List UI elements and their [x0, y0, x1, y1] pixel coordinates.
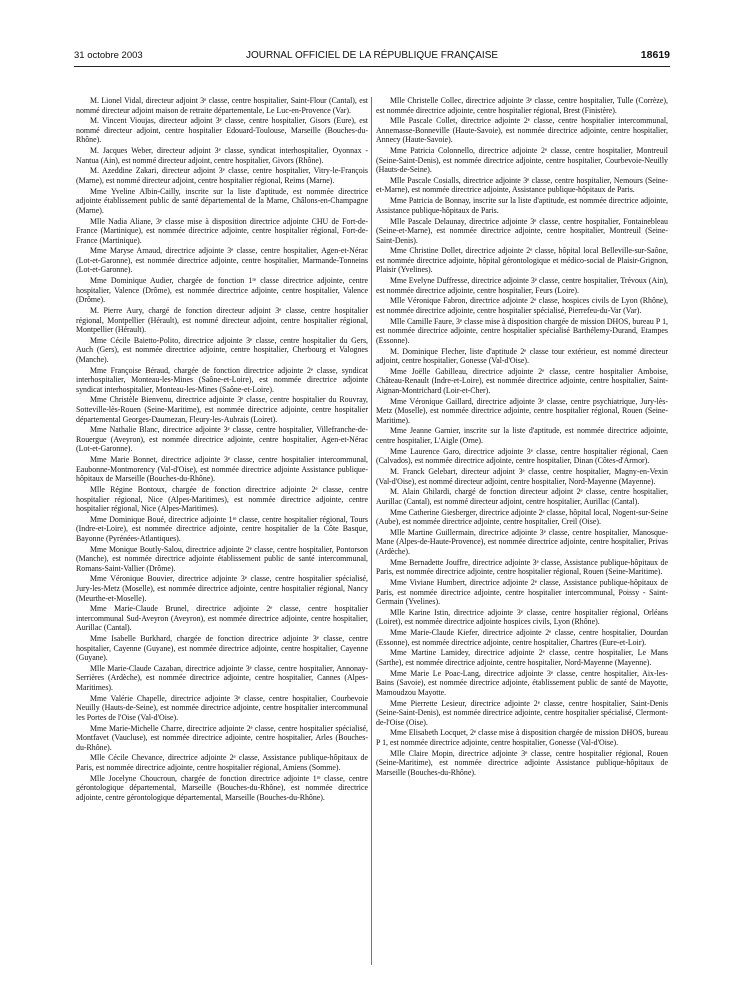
left-column: [76, 96, 368, 966]
appointment-paragraph: Mme Marie-Claude Brunel, directrice adjointe 2ᵉ classe, centre hospitalier intercommunal Sud-Aveyron (Aveyron), est nommée directrice adjointe, centre hospitalier, Aurillac (Cantal).: [76, 604, 368, 633]
appointment-paragraph: M. Vincent Vioujas, directeur adjoint 3ᵉ classe, centre hospitalier, Gisors (Eure), est nommé directeur adjoint, centre hospitalier Edouard-Toulouse, Marseille (Bouches-du-Rhône).: [76, 116, 368, 145]
appointment-paragraph: Mme Martine Lamidey, directrice adjointe 2ᵉ classe, centre hospitalier, Le Mans (Sarthe), est nommée directrice adjointe, centre hospitalier, Nord-Mayenne (Mayenne).: [376, 648, 668, 667]
appointment-paragraph: Mme Christine Dollet, directrice adjointe 2ᵉ classe, hôpital local Belleville-sur-Saône, est nommée directrice adjointe, hôpital gérontologique et médico-social de Plaisir-Grignon, Plaisir (Yvelines).: [376, 246, 668, 275]
appointment-paragraph: M. Jacques Weber, directeur adjoint 3ᵉ classe, syndicat interhospitalier, Oyonnax - Nantua (Ain), est nommé directeur adjoint, centre hospitalier, Givors (Rhône).: [76, 146, 368, 165]
appointment-paragraph: Mme Cécile Baietto-Polito, directrice adjointe 3ᵉ classe, centre hospitalier du Gers, Auch (Gers), est nommée directrice adjointe, centre hospitalier, Cherbourg et Valognes (Manche).: [76, 335, 368, 364]
appointment-paragraph: M. Pierre Aury, chargé de fonction directeur adjoint 3ᵉ classe, centre hospitalier régional, Montpellier (Hérault), est nommé directeur adjoint, centre hospitalier régional, Montpellier (Hérault).: [76, 305, 368, 335]
appointment-paragraph: Mme Laurence Garo, directrice adjointe 3ᵉ classe, centre hospitalier régional, Caen (Calvados), est nommée directrice adjointe, centre hospitalier, Dinan (Côtes-d'Armor).: [376, 446, 668, 466]
appointment-paragraph: Mme Yveline Albin-Cailly, inscrite sur la liste d'aptitude, est nommée directrice adjointe établissement public de santé départemental de la Marne, Châlons-en-Champagne (Marne).: [76, 186, 368, 215]
appointment-paragraph: Mme Jeanne Garnier, inscrite sur la liste d'aptitude, est nommée directrice adjointe, centre hospitalier, L'Aigle (Orne).: [376, 426, 668, 446]
appointment-paragraph: Mme Monique Boutly-Salou, directrice adjointe 2ᵉ classe, centre hospitalier, Pontorson (Manche), est nommée directrice adjointe établissement public de santé intercommunal, Romans-Saint-Vallier (Drôme).: [76, 544, 368, 573]
column-divider: [371, 97, 372, 965]
appointment-paragraph: Mme Elisabeth Locquet, 2ᵉ classe mise à disposition chargée de mission DHOS, bureau P 1, est nommée directrice adjointe, centre hospitalier, Gonesse (Val-d'Oise).: [376, 728, 668, 747]
appointment-paragraph: Mlle Régine Bontoux, chargée de fonction directrice adjointe 2ᵉ classe, centre hospitalier régional, Nice (Alpes-Maritimes), est nommée directrice adjointe, centre hospitalier régional, Nice (Alpes-Maritimes).: [76, 484, 368, 514]
appointment-paragraph: Mlle Pascale Cosialls, directrice adjointe 3ᵉ classe, centre hospitalier, Nemours (Seine-et-Marne), est nommée directrice adjointe, Assistance publique-hôpitaux de Paris.: [376, 175, 668, 195]
appointment-paragraph: M. Alain Ghilardi, chargé de fonction directeur adjoint 2ᵉ classe, centre hospitalier, Aurillac (Cantal), est nommé directeur adjoint, centre hospitalier, Aurillac (Cantal).: [376, 487, 668, 506]
appointment-paragraph: Mme Dominique Boué, directrice adjointe 1ʳᵉ classe, centre hospitalier régional, Tours (Indre-et-Loire), est nommée directrice adjointe, centre hospitalier de la Côte Basque, Bayonne (Pyrénées-Atlantiques).: [76, 514, 368, 543]
appointment-paragraph: Mme Marie-Michelle Charre, directrice adjointe 2ᵉ classe, centre hospitalier spécialisé, Montfavet (Vaucluse), est nommée directrice adjointe, centre hospitalier, Arles (Bouches-du-Rhône).: [76, 723, 368, 752]
appointment-paragraph: M. Franck Gelebart, directeur adjoint 3ᵉ classe, centre hospitalier, Magny-en-Vexin (Val-d'Oise), est nommé directeur adjoint, centre hospitalier, Nord-Mayenne (Mayenne).: [376, 467, 668, 486]
appointment-paragraph: Mme Patricia Colonnello, directrice adjointe 2ᵉ classe, centre hospitalier, Montreuil (Seine-Saint-Denis), est nommée directrice adjointe, centre hospitalier, Courbevoie-Neuilly (Hauts-de-Seine).: [376, 146, 668, 175]
header-page-number: 18619: [640, 49, 670, 61]
appointment-paragraph: Mlle Christelle Collec, directrice adjointe 3ᵉ classe, centre hospitalier, Tulle (Corrèze), est nommée directrice adjointe, centre hospitalier régional, Brest (Finistère).: [376, 96, 668, 115]
right-column: [376, 96, 668, 966]
appointment-paragraph: Mlle Claire Mopin, directrice adjointe 3ᵉ classe, centre hospitalier régional, Rouen (Seine-Maritime), est nommée directrice adjointe Assistance publique-hôpitaux de Marseille (Bouches-du-Rhône).: [376, 748, 668, 777]
appointment-paragraph: Mme Christèle Bienvenu, directrice adjointe 3ᵉ classe, centre hospitalier du Rouvray, Sotteville-lès-Rouen (Seine-Maritime), est nommée directrice adjointe, centre hospitalier départemental Georges-Daumezan, Fleury-les-Aubrais (Loiret).: [76, 395, 368, 424]
appointment-paragraph: M. Azeddine Zakari, directeur adjoint 3ᵉ classe, centre hospitalier, Vitry-le-François (Marne), est nommé directeur adjoint, centre hospitalier régional, Reims (Marne).: [76, 166, 368, 185]
appointment-paragraph: Mme Marie Bonnet, directrice adjointe 3ᵉ classe, centre hospitalier intercommunal, Eaubonne-Montmorency (Val-d'Oise), est nommée directrice adjointe Assistance publique-hôpitaux de Marseille (Bouches-du-Rhône).: [76, 455, 368, 484]
appointment-paragraph: Mme Catherine Giesberger, directrice adjointe 2ᵉ classe, hôpital local, Nogent-sur-Seine (Aube), est nommée directrice adjointe, centre hospitalier, Creil (Oise).: [376, 507, 668, 527]
appointment-paragraph: M. Dominique Flecher, liste d'aptitude 2ᵉ classe tour extérieur, est nommé directeur adjoint, centre hospitalier, Gonesse (Val-d'Oise).: [376, 346, 668, 366]
appointment-paragraph: Mme Pierrette Lesieur, directrice adjointe 2ᵉ classe, centre hospitalier, Saint-Denis (Seine-Saint-Denis), est nommée directrice adjointe, centre hospitalier spécialisé, Clermont-de-l'Oise (Oise).: [376, 698, 668, 727]
appointment-paragraph: Mme Viviane Humbert, directrice adjointe 2ᵉ classe, Assistance publique-hôpitaux de Paris, est nommée directrice adjointe, centre hospitalier intercommunal, Poissy - Saint-Germain (Yvelines).: [376, 578, 668, 607]
appointment-paragraph: M. Lionel Vidal, directeur adjoint 3ᵉ classe, centre hospitalier, Saint-Flour (Cantal), est nommé directeur adjoint maison de retraite départementale, Le Luc-en-Provence (Var).: [76, 96, 368, 115]
appointment-paragraph: Mlle Camille Faure, 3ᵉ classe mise à disposition chargée de mission DHOS, bureau P 1, est nommée directrice adjointe, centre hospitalier spécialisé Barthélemy-Durand, Etampes (Essonne).: [376, 316, 668, 345]
appointment-paragraph: Mlle Nadia Aliane, 3ᵉ classe mise à disposition directrice adjointe CHU de Fort-de-France (Martinique), est nommée directrice adjointe, centre hospitalier régional, Fort-de-France (Martinique).: [76, 216, 368, 245]
appointment-paragraph: Mme Véronique Bouvier, directrice adjointe 3ᵉ classe, centre hospitalier spécialisé, Jury-les-Metz (Moselle), est nommée directrice adjointe, centre hospitalier régional, Nancy (Meurthe-et-Moselle).: [76, 574, 368, 603]
appointment-paragraph: Mme Dominique Audier, chargée de fonction 1ʳᵉ classe directrice adjointe, centre hospitalier, Valence (Drôme), est nommée directrice adjointe, centre hospitalier, Valence (Drôme).: [76, 276, 368, 305]
appointment-paragraph: Mme Maryse Arnaud, directrice adjointe 3ᵉ classe, centre hospitalier, Agen-et-Nérac (Lot-et-Garonne), est nommée directrice adjointe, centre hospitalier, Marmande-Tonneins (Lot-et-Garonne).: [76, 246, 368, 275]
appointment-paragraph: Mme Bernadette Jouffre, directrice adjointe 3ᵉ classe, Assistance publique-hôpitaux de Paris, est nommée directrice adjointe, centre hospitalier régional, Rouen (Seine-Maritime).: [376, 557, 668, 577]
appointment-paragraph: Mlle Pascale Delaunay, directrice adjointe 3ᵉ classe, centre hospitalier, Fontainebleau (Seine-et-Marne), est nommée directrice adjointe, centre hospitalier, Montreuil (Seine-Saint-Denis).: [376, 216, 668, 245]
appointment-paragraph: Mme Véronique Gaillard, directrice adjointe 3ᵉ classe, centre psychiatrique, Jury-lès-Metz (Moselle), est nommée directrice adjointe, centre hospitalier régional, Rouen (Seine-Maritime).: [376, 396, 668, 425]
appointment-paragraph: Mlle Jocelyne Choucroun, chargée de fonction directrice adjointe 1ʳᵉ classe, centre gérontologique départemental, Marseille (Bouches-du-Rhône), est nommée directrice adjointe, centre gérontologique départemental, Marseille (Bouches-du-Rhône).: [76, 773, 368, 802]
appointment-paragraph: Mme Joëlle Gabilleau, directrice adjointe 2ᵉ classe, centre hospitalier Amboise, Château-Renault (Indre-et-Loire), est nommée directrice adjointe, centre hospitalier, Saint-Aignan-Montrichard (Loir-et-Cher).: [376, 366, 668, 395]
appointment-paragraph: Mme Patricia de Bonnay, inscrite sur la liste d'aptitude, est nommée directrice adjointe, Assistance publique-hôpitaux de Paris.: [376, 196, 668, 215]
page-header: [74, 50, 670, 64]
header-rule: [74, 66, 670, 67]
appointment-paragraph: Mme Nathalie Blanc, directrice adjointe 3ᵉ classe, centre hospitalier, Villefranche-de-Rouergue (Aveyron), est nommée directrice adjointe, centre hospitalier, Agen-et-Nérac (Lot-et-Garonne).: [76, 425, 368, 454]
appointment-paragraph: Mme Evelyne Duffresse, directrice adjointe 3ᵉ classe, centre hospitalier, Trévoux (Ain), est nommée directrice adjointe, centre hospitalier, Feurs (Loire).: [376, 276, 668, 295]
appointment-paragraph: Mlle Cécile Chevance, directrice adjointe 2ᵉ classe, Assistance publique-hôpitaux de Paris, est nommée directrice adjointe, centre hospitalier régional, Amiens (Somme).: [76, 753, 368, 772]
appointment-paragraph: Mlle Véronique Fabron, directrice adjointe 2ᵉ classe, hospices civils de Lyon (Rhône), est nommée directrice adjointe, centre hospitalier spécialisé, Pierrefeu-du-Var (Var).: [376, 296, 668, 315]
appointment-paragraph: Mme Isabelle Burkhard, chargée de fonction directrice adjointe 3ᵉ classe, centre hospitalier, Cayenne (Guyane), est nommée directrice adjointe, centre hospitalier, Cayenne (Guyane).: [76, 634, 368, 663]
header-date: 31 octobre 2003: [74, 50, 143, 61]
appointment-paragraph: Mme Marie Le Poac-Lang, directrice adjointe 3ᵉ classe, centre hospitalier, Aix-les-Bains (Savoie), est nommée directrice adjointe, établissement public de santé de Mayotte, Mamoudzou Mayotte.: [376, 668, 668, 697]
appointment-paragraph: Mlle Martine Guillermain, directrice adjointe 3ᵉ classe, centre hospitalier, Manosque-Mane (Alpes-de-Haute-Provence), est nommée directrice adjointe, centre hospitalier, Privas (Ardèche).: [376, 527, 668, 556]
appointment-paragraph: Mme Françoise Béraud, chargée de fonction directrice adjointe 2ᵉ classe, syndicat interhospitalier, Monteau-les-Mines (Saône-et-Loire), est nommée directrice adjointe syndicat interhospitalier, Monteau-les-Mines (Saône-et-Loire).: [76, 365, 368, 394]
appointment-paragraph: Mlle Karine Istin, directrice adjointe 3ᵉ classe, centre hospitalier régional, Orléans (Loiret), est nommée directrice adjointe hospices civils, Lyon (Rhône).: [376, 607, 668, 627]
header-title: JOURNAL OFFICIEL DE LA RÉPUBLIQUE FRANÇAISE: [245, 50, 499, 61]
appointment-paragraph: Mlle Marie-Claude Cazaban, directrice adjointe 3ᵉ classe, centre hospitalier, Annonay-Serrières (Ardèche), est nommée directrice adjointe, centre hospitalier, Cannes (Alpes-Maritimes).: [76, 663, 368, 693]
appointment-paragraph: Mme Marie-Claude Kiefer, directrice adjointe 2ᵉ classe, centre hospitalier, Dourdan (Essonne), est nommée directrice adjointe, centre hospitalier, Chartres (Eure-et-Loir).: [376, 628, 668, 647]
appointment-paragraph: Mme Valérie Chapelle, directrice adjointe 3ᵉ classe, centre hospitalier, Courbevoie Neuilly (Hauts-de-Seine), est nommée directrice adjointe, centre hospitalier intercommunal les Portes de l'Oise (Val-d'Oise).: [76, 693, 368, 722]
appointment-paragraph: Mlle Pascale Collet, directrice adjointe 2ᵉ classe, centre hospitalier intercommunal, Annemasse-Bonneville (Haute-Savoie), est nommée directrice adjointe, centre hospitalier, Annecy (Haute-Savoie).: [376, 116, 668, 145]
